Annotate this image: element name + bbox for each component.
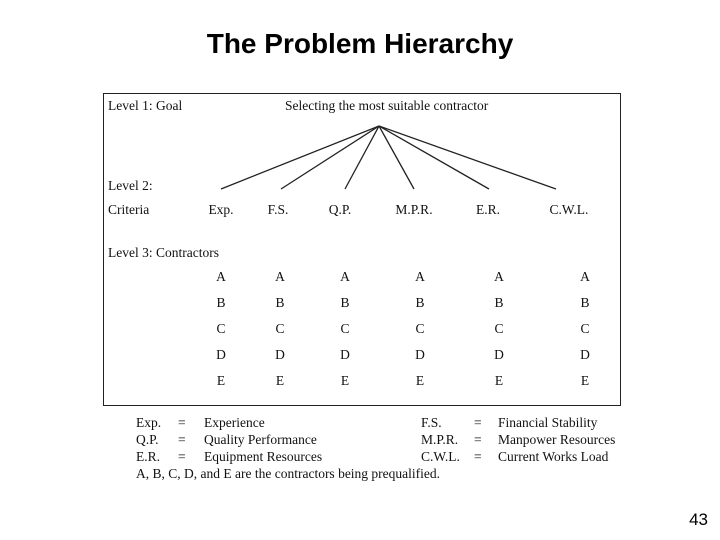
legend-abbr-qp: Q.P. (136, 432, 159, 447)
contractor-cell: C (340, 321, 350, 336)
connector-line-qp (345, 126, 379, 189)
contractor-cell: D (216, 347, 226, 362)
connector-line-fs (281, 126, 379, 189)
criteria-label: Criteria (108, 202, 150, 217)
contractor-cell: C (494, 321, 504, 336)
slide-title: The Problem Hierarchy (206, 28, 514, 59)
contractor-cell: C (216, 321, 226, 336)
contractor-cell: E (340, 373, 350, 388)
contractor-cell: B (216, 295, 226, 310)
contractor-cell: A (275, 269, 285, 284)
legend-full-fs: Financial Stability (498, 415, 598, 430)
contractor-cell: A (580, 269, 590, 284)
criterion-fs: F.S. (267, 202, 289, 217)
level2-label: Level 2: (108, 178, 153, 193)
contractor-cell: E (216, 373, 226, 388)
contractor-cell: E (494, 373, 504, 388)
contractor-cell: B (275, 295, 285, 310)
legend-eq: = (178, 449, 186, 464)
contractor-cell: C (415, 321, 425, 336)
page-number: 43 (689, 510, 708, 529)
contractor-cell: A (494, 269, 504, 284)
connector-line-exp (221, 126, 379, 189)
legend-full-qp: Quality Performance (204, 432, 317, 447)
contractor-cell: D (415, 347, 425, 362)
legend-full-er: Equipment Resources (204, 449, 323, 464)
contractor-cell: A (340, 269, 350, 284)
legend-eq: = (178, 415, 186, 430)
contractor-cell: B (415, 295, 425, 310)
criterion-cwl: C.W.L. (549, 202, 589, 217)
hierarchy-figure (103, 93, 621, 406)
goal-text: Selecting the most suitable contractor (285, 98, 489, 113)
legend-eq: = (474, 432, 482, 447)
contractor-cell: A (415, 269, 425, 284)
criterion-exp: Exp. (208, 202, 234, 217)
criterion-mpr: M.P.R. (395, 202, 433, 217)
level3-label: Level 3: Contractors (108, 245, 219, 260)
contractor-cell: D (580, 347, 590, 362)
legend-abbr-fs: F.S. (421, 415, 442, 430)
legend-abbr-cwl: C.W.L. (421, 449, 460, 464)
criterion-er: E.R. (475, 202, 501, 217)
contractor-cell: C (275, 321, 285, 336)
contractor-cell: B (494, 295, 504, 310)
legend-eq: = (178, 432, 186, 447)
legend-full-exp: Experience (204, 415, 265, 430)
legend-abbr-exp: Exp. (136, 415, 162, 430)
contractor-cell: E (580, 373, 590, 388)
contractor-cell: E (275, 373, 285, 388)
legend-full-mpr: Manpower Resources (498, 432, 616, 447)
contractor-cell: A (216, 269, 226, 284)
legend-eq: = (474, 449, 482, 464)
connector-line-er (379, 126, 489, 189)
level1-label: Level 1: Goal (108, 98, 183, 113)
legend-full-cwl: Current Works Load (498, 449, 609, 464)
legend-note: A, B, C, D, and E are the contractors being prequalified. (136, 466, 441, 481)
contractor-cell: B (580, 295, 590, 310)
legend-abbr-mpr: M.P.R. (421, 432, 459, 447)
legend-abbr-er: E.R. (136, 449, 161, 464)
criterion-qp: Q.P. (328, 202, 352, 217)
contractor-cell: D (275, 347, 285, 362)
contractor-cell: C (580, 321, 590, 336)
contractor-cell: E (415, 373, 425, 388)
legend-eq: = (474, 415, 482, 430)
contractor-cell: D (494, 347, 504, 362)
contractor-cell: B (340, 295, 350, 310)
contractor-cell: D (340, 347, 350, 362)
connector-line-cwl (379, 126, 556, 189)
